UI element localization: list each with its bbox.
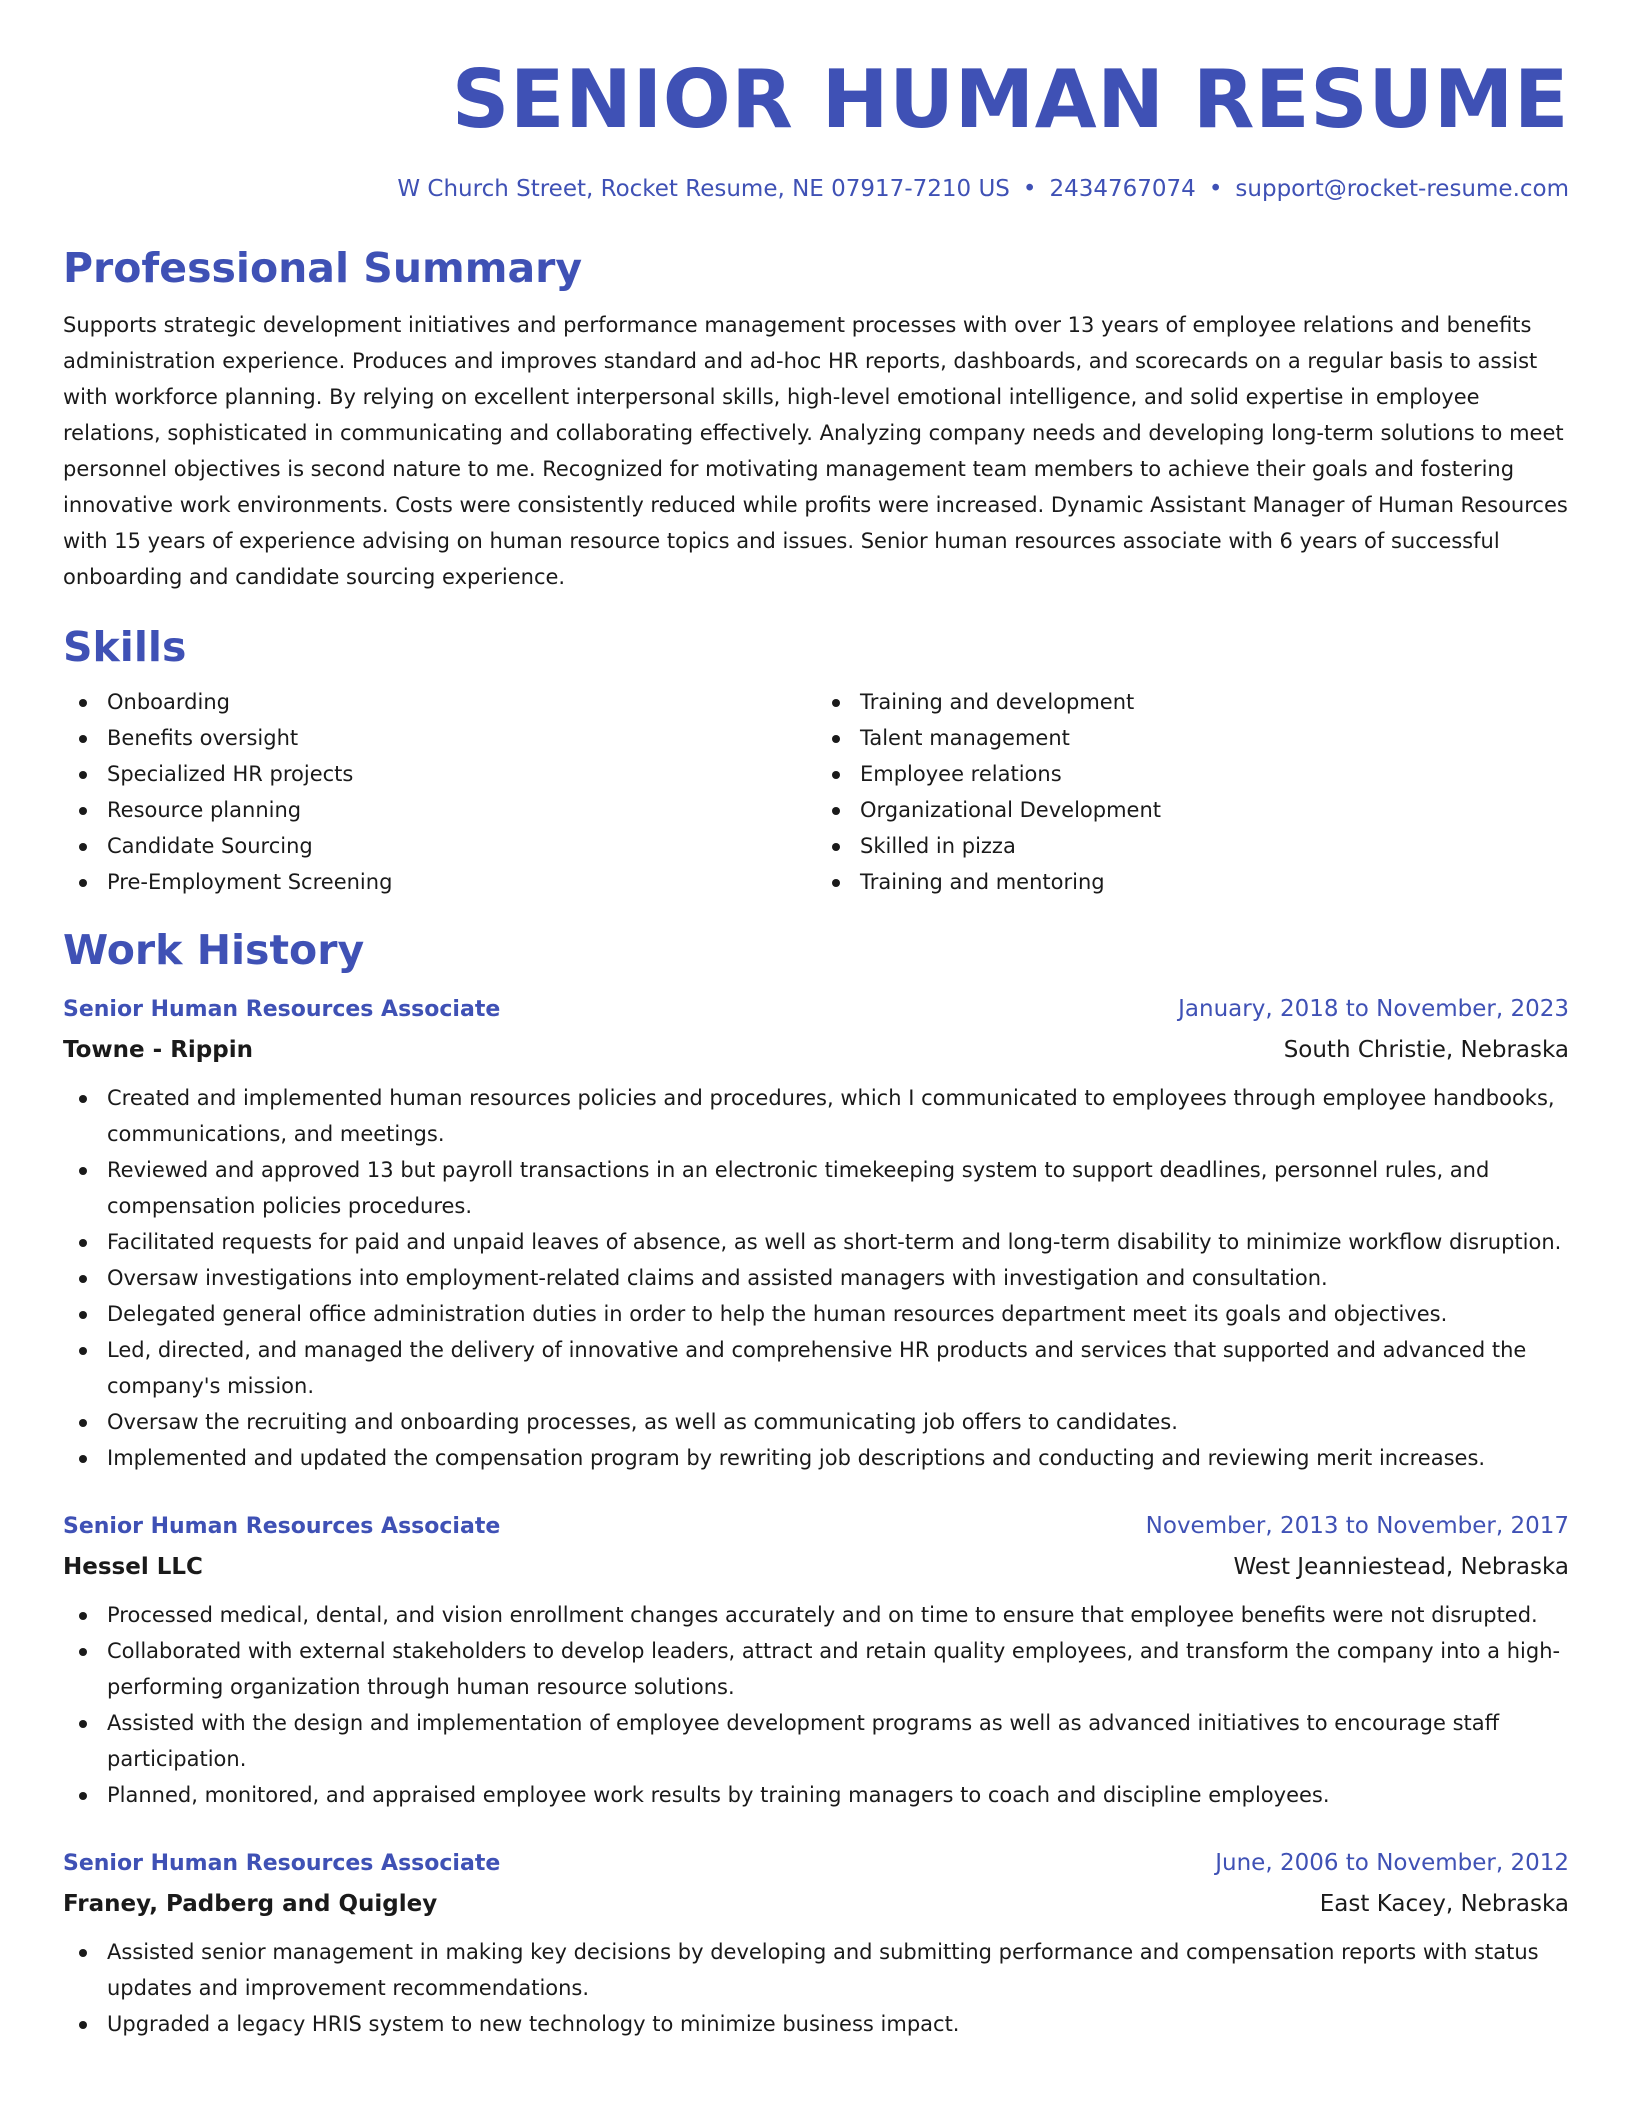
- contact-separator: •: [1208, 176, 1223, 202]
- skill-item: Training and development: [816, 684, 1569, 720]
- job-bullet: Implemented and updated the compensation program by rewriting job descriptions and conducting and reviewing merit increases.: [63, 1440, 1569, 1476]
- job-bullet: Collaborated with external stakeholders to develop leaders, attract and retain quality employees, and transform the company into a high-performing organization through human resource solutions.: [63, 1633, 1569, 1705]
- skills-column-right: [816, 684, 1569, 900]
- job-bullet: Planned, monitored, and appraised employee work results by training managers to coach and discipline employees.: [63, 1777, 1569, 1813]
- job-entry: [63, 1506, 1569, 1813]
- resume-name: SENIOR HUMAN RESUME: [451, 53, 1569, 146]
- skill-item: Employee relations: [816, 756, 1569, 792]
- job-entry: [63, 989, 1569, 1476]
- summary-heading: Professional Summary: [63, 243, 583, 292]
- skills-column-left: [63, 684, 816, 900]
- job-bullet: Led, directed, and managed the delivery of innovative and comprehensive HR products and services that supported and advanced the company's mission.: [63, 1332, 1569, 1404]
- job-dates: January, 2018 to November, 2023: [1178, 996, 1569, 1023]
- job-company-row: [63, 1030, 1569, 1070]
- contact-email[interactable]: support@rocket-resume.com: [1235, 176, 1569, 202]
- job-title: Senior Human Resources Associate: [63, 1514, 501, 1540]
- job-company: Towne - Rippin: [63, 1037, 253, 1064]
- skill-item: Talent management: [816, 720, 1569, 756]
- job-title: Senior Human Resources Associate: [63, 997, 501, 1023]
- job-dates: November, 2013 to November, 2017: [1145, 1513, 1569, 1540]
- contact-separator: •: [1022, 176, 1037, 202]
- job-location: East Kacey, Nebraska: [1319, 1891, 1569, 1918]
- job-bullet: Assisted with the design and implementation of employee development programs as well as advanced initiatives to encourage staff participation.: [63, 1705, 1569, 1777]
- summary-text: Supports strategic development initiatives and performance management processes with over 13 years of employee relations and benefits administration experience. Produces and improves standard and ad-hoc HR reports, dashboards, and scorecards on a regular basis to assist with workforce planning. By relying on excellent interpersonal skills, high-level emotional intelligence, and solid expertise in employee relations, sophisticated in communicating and collaborating effectively. Analyzing company needs and developing long-term solutions to meet personnel objectives is second nature to me. Recognized for motivating management team members to achieve their goals and fostering innovative work environments. Costs were consistently reduced while profits were increased. Dynamic Assistant Manager of Human Resources with 15 years of experience advising on human resource topics and issues. Senior human resources associate with 6 years of successful onboarding and candidate sourcing experience.: [63, 312, 1568, 589]
- skill-item: Organizational Development: [816, 792, 1569, 828]
- job-bullet: Facilitated requests for paid and unpaid leaves of absence, as well as short-term and long-term disability to minimize workflow disruption.: [63, 1224, 1569, 1260]
- skills-list: [63, 684, 1569, 900]
- job-bullet: Reviewed and approved 13 but payroll transactions in an electronic timekeeping system to support deadlines, personnel rules, and compensation policies procedures.: [63, 1152, 1569, 1224]
- job-header-row: [63, 1843, 1569, 1884]
- skill-item: Pre-Employment Screening: [63, 864, 816, 900]
- job-bullet: Oversaw the recruiting and onboarding processes, as well as communicating job offers to candidates.: [63, 1404, 1569, 1440]
- job-location: South Christie, Nebraska: [1283, 1037, 1569, 1064]
- work-history-heading: Work History: [63, 925, 365, 974]
- contact-phone: 2434767074: [1049, 176, 1196, 202]
- skill-item: Candidate Sourcing: [63, 828, 816, 864]
- job-bullets: [63, 1934, 1569, 2042]
- job-bullet: Oversaw investigations into employment-related claims and assisted managers with investigation and consultation.: [63, 1260, 1569, 1296]
- skill-item: Skilled in pizza: [816, 828, 1569, 864]
- job-bullets: [63, 1597, 1569, 1813]
- skills-heading: Skills: [63, 622, 187, 671]
- job-company-row: [63, 1884, 1569, 1924]
- skill-item: Onboarding: [63, 684, 816, 720]
- skill-item: Specialized HR projects: [63, 756, 816, 792]
- skill-item: Resource planning: [63, 792, 816, 828]
- job-dates: June, 2006 to November, 2012: [1215, 1850, 1569, 1877]
- contact-line: [63, 176, 1569, 204]
- job-bullet: Created and implemented human resources policies and procedures, which I communicated to employees through employee handbooks, communications, and meetings.: [63, 1080, 1569, 1152]
- job-location: West Jeanniestead, Nebraska: [1233, 1554, 1569, 1581]
- job-entry: [63, 1843, 1569, 2042]
- job-header-row: [63, 989, 1569, 1030]
- job-company-row: [63, 1547, 1569, 1587]
- job-bullets: [63, 1080, 1569, 1476]
- job-header-row: [63, 1506, 1569, 1547]
- job-bullet: Upgraded a legacy HRIS system to new technology to minimize business impact.: [63, 2006, 1569, 2042]
- job-title: Senior Human Resources Associate: [63, 1851, 501, 1877]
- job-bullet: Processed medical, dental, and vision enrollment changes accurately and on time to ensure that employee benefits were not disrupted.: [63, 1597, 1569, 1633]
- job-bullet: Delegated general office administration duties in order to help the human resources department meet its goals and objectives.: [63, 1296, 1569, 1332]
- job-bullet: Assisted senior management in making key decisions by developing and submitting performance and compensation reports with status updates and improvement recommendations.: [63, 1934, 1569, 2006]
- job-company: Franey, Padberg and Quigley: [63, 1891, 438, 1918]
- skill-item: Training and mentoring: [816, 864, 1569, 900]
- contact-address: W Church Street, Rocket Resume, NE 07917-7210 US: [397, 176, 1010, 202]
- skill-item: Benefits oversight: [63, 720, 816, 756]
- job-company: Hessel LLC: [63, 1554, 203, 1581]
